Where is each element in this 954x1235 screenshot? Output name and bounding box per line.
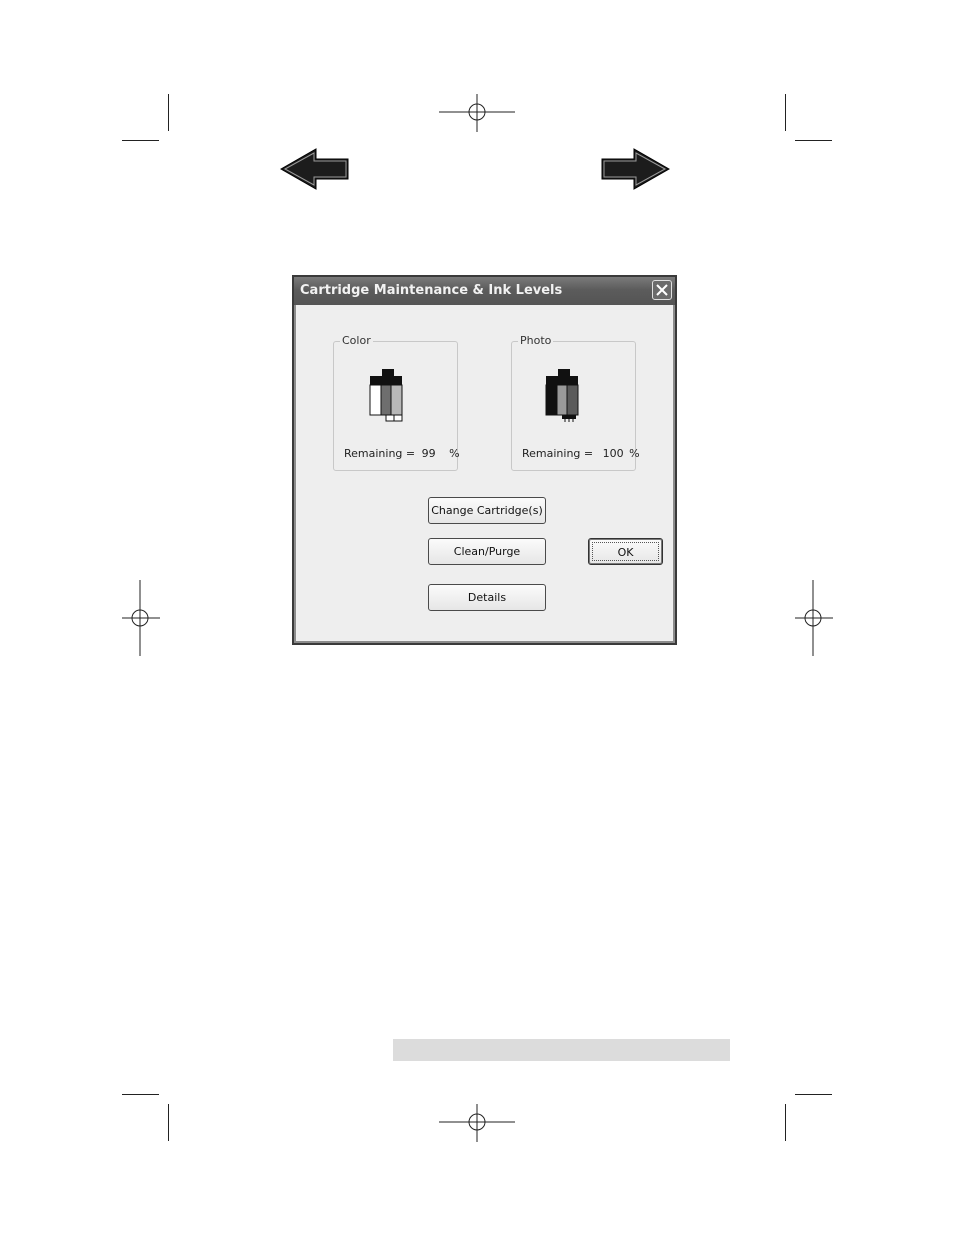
details-button[interactable] — [428, 584, 546, 611]
crop-mark — [168, 1104, 169, 1141]
remaining-label: Remaining = — [522, 447, 594, 460]
ok-button[interactable] — [588, 538, 663, 565]
dialog-body — [297, 305, 672, 640]
cartridge-maintenance-dialog — [292, 275, 677, 645]
registration-mark-icon — [795, 580, 833, 656]
left-arrow-icon[interactable] — [280, 148, 350, 190]
crop-mark — [122, 1094, 159, 1095]
photo-remaining-text — [522, 447, 640, 460]
registration-mark-icon — [122, 580, 160, 656]
right-arrow-icon[interactable] — [600, 148, 670, 190]
photo-cartridge-icon — [544, 368, 580, 424]
dialog-title: Cartridge Maintenance & Ink Levels — [300, 283, 563, 298]
footer-bar — [393, 1039, 730, 1061]
photo-cartridge-group — [511, 334, 640, 471]
change-cartridge-label: Change Cartridge(s) — [431, 504, 543, 517]
crop-mark — [795, 1094, 832, 1095]
details-label: Details — [467, 591, 507, 604]
crop-mark — [785, 94, 786, 131]
close-button[interactable] — [652, 280, 672, 300]
photo-remaining-value: 100 — [602, 447, 624, 460]
crop-mark — [795, 140, 832, 141]
registration-mark-icon — [439, 94, 515, 132]
color-cartridge-group — [333, 334, 460, 471]
color-cartridge-icon — [368, 368, 404, 424]
remaining-label: Remaining = — [344, 447, 416, 460]
registration-mark-icon — [439, 1104, 515, 1142]
group-legend-color: Color — [342, 334, 371, 347]
percent-unit: % — [449, 447, 460, 460]
close-icon — [653, 281, 671, 299]
crop-mark — [122, 140, 159, 141]
clean-purge-label: Clean/Purge — [453, 545, 521, 558]
group-legend-photo: Photo — [520, 334, 552, 347]
dialog-titlebar[interactable] — [294, 277, 675, 305]
color-remaining-text — [344, 447, 460, 460]
crop-mark — [168, 94, 169, 131]
crop-mark — [785, 1104, 786, 1141]
ok-label: OK — [617, 546, 634, 559]
clean-purge-button[interactable] — [428, 538, 546, 565]
color-remaining-value: 99 — [421, 447, 436, 460]
change-cartridge-button[interactable] — [428, 497, 546, 524]
percent-unit: % — [629, 447, 640, 460]
ok-focus-rect — [592, 542, 659, 561]
